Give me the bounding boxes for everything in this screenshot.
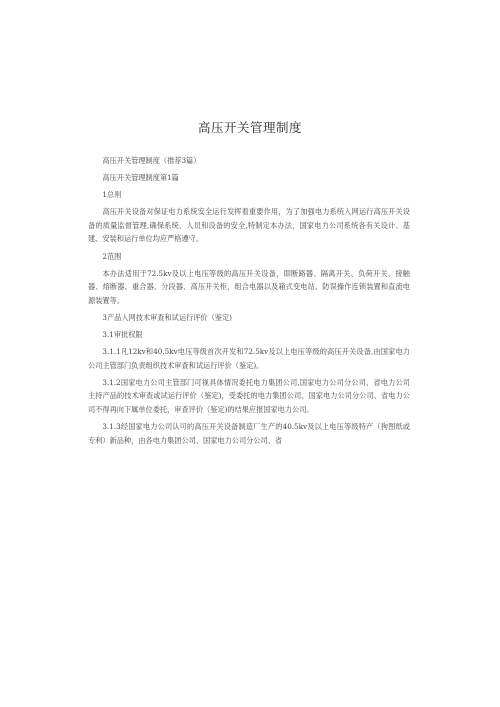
paragraph-scope-text: 本办法适用于72.5kv及以上电压等级的高压开关设备，即断路器、隔离开关、负荷开关、接触器、熔断器、重合器、分段器、高压开关柜、组合电器以及箱式变电站、防误操作连锁装置和直流电源装置等。 <box>88 268 410 305</box>
paragraph-clause-3-1-2: 3.1.2国家电力公司主管部门可视具体情况委托电力集团公司,国家电力公司分公司、省电力公司主持产品的技术审查或试运行评价（鉴定)，受委托的电力集团公司、国家电力公司分公司、省电力公司不得再向下属单位委托，审查评价（鉴定)的结果应报国家电力公司。 <box>88 377 410 414</box>
paragraph-clause-3-1-1: 3.1.1凡12kv和40.5kv电压等级首次开发和72.5kv及以上电压等级的高压开关设备,由国家电力公司主管部门负责组织技术审查和试运行评价（鉴定)。 <box>88 347 410 370</box>
paragraph-subtitle: 高压开关管理制度（推荐3篇） <box>102 156 201 165</box>
paragraph-section-heading: 高压开关管理制度第1篇 <box>102 173 179 183</box>
document-title: 高压开关管理制度 <box>197 120 302 135</box>
document-body <box>88 154 410 451</box>
paragraph-heading-scope: 2范围 <box>102 251 122 261</box>
paragraph-heading-authority: 3.1审批权限 <box>102 330 143 340</box>
paragraph-heading-general: 1总则 <box>102 190 122 200</box>
paragraph-heading-review: 3产品入网技术审查和试运行评价（鉴定) <box>102 312 232 322</box>
paragraph-clause-3-1-3: 3.1.3经国家电力公司认可的高压开关设备制造厂生产的40.5kv及以上电压等级特产（狗图纸或专利）新品种，由各电力集团公司、国家电力公司分公司、省 <box>88 422 410 445</box>
paragraph-general-text: 高压开关设备对保证电力系统安全运行发挥着重要作用，为了加强电力系统入网运行高压开关设备的质量监督管理,确保系统、人员和设备的安全,特制定本办法，国家电力公司系统各有关设计、基建、安装和运行单位均应严格遵守。 <box>88 207 410 244</box>
